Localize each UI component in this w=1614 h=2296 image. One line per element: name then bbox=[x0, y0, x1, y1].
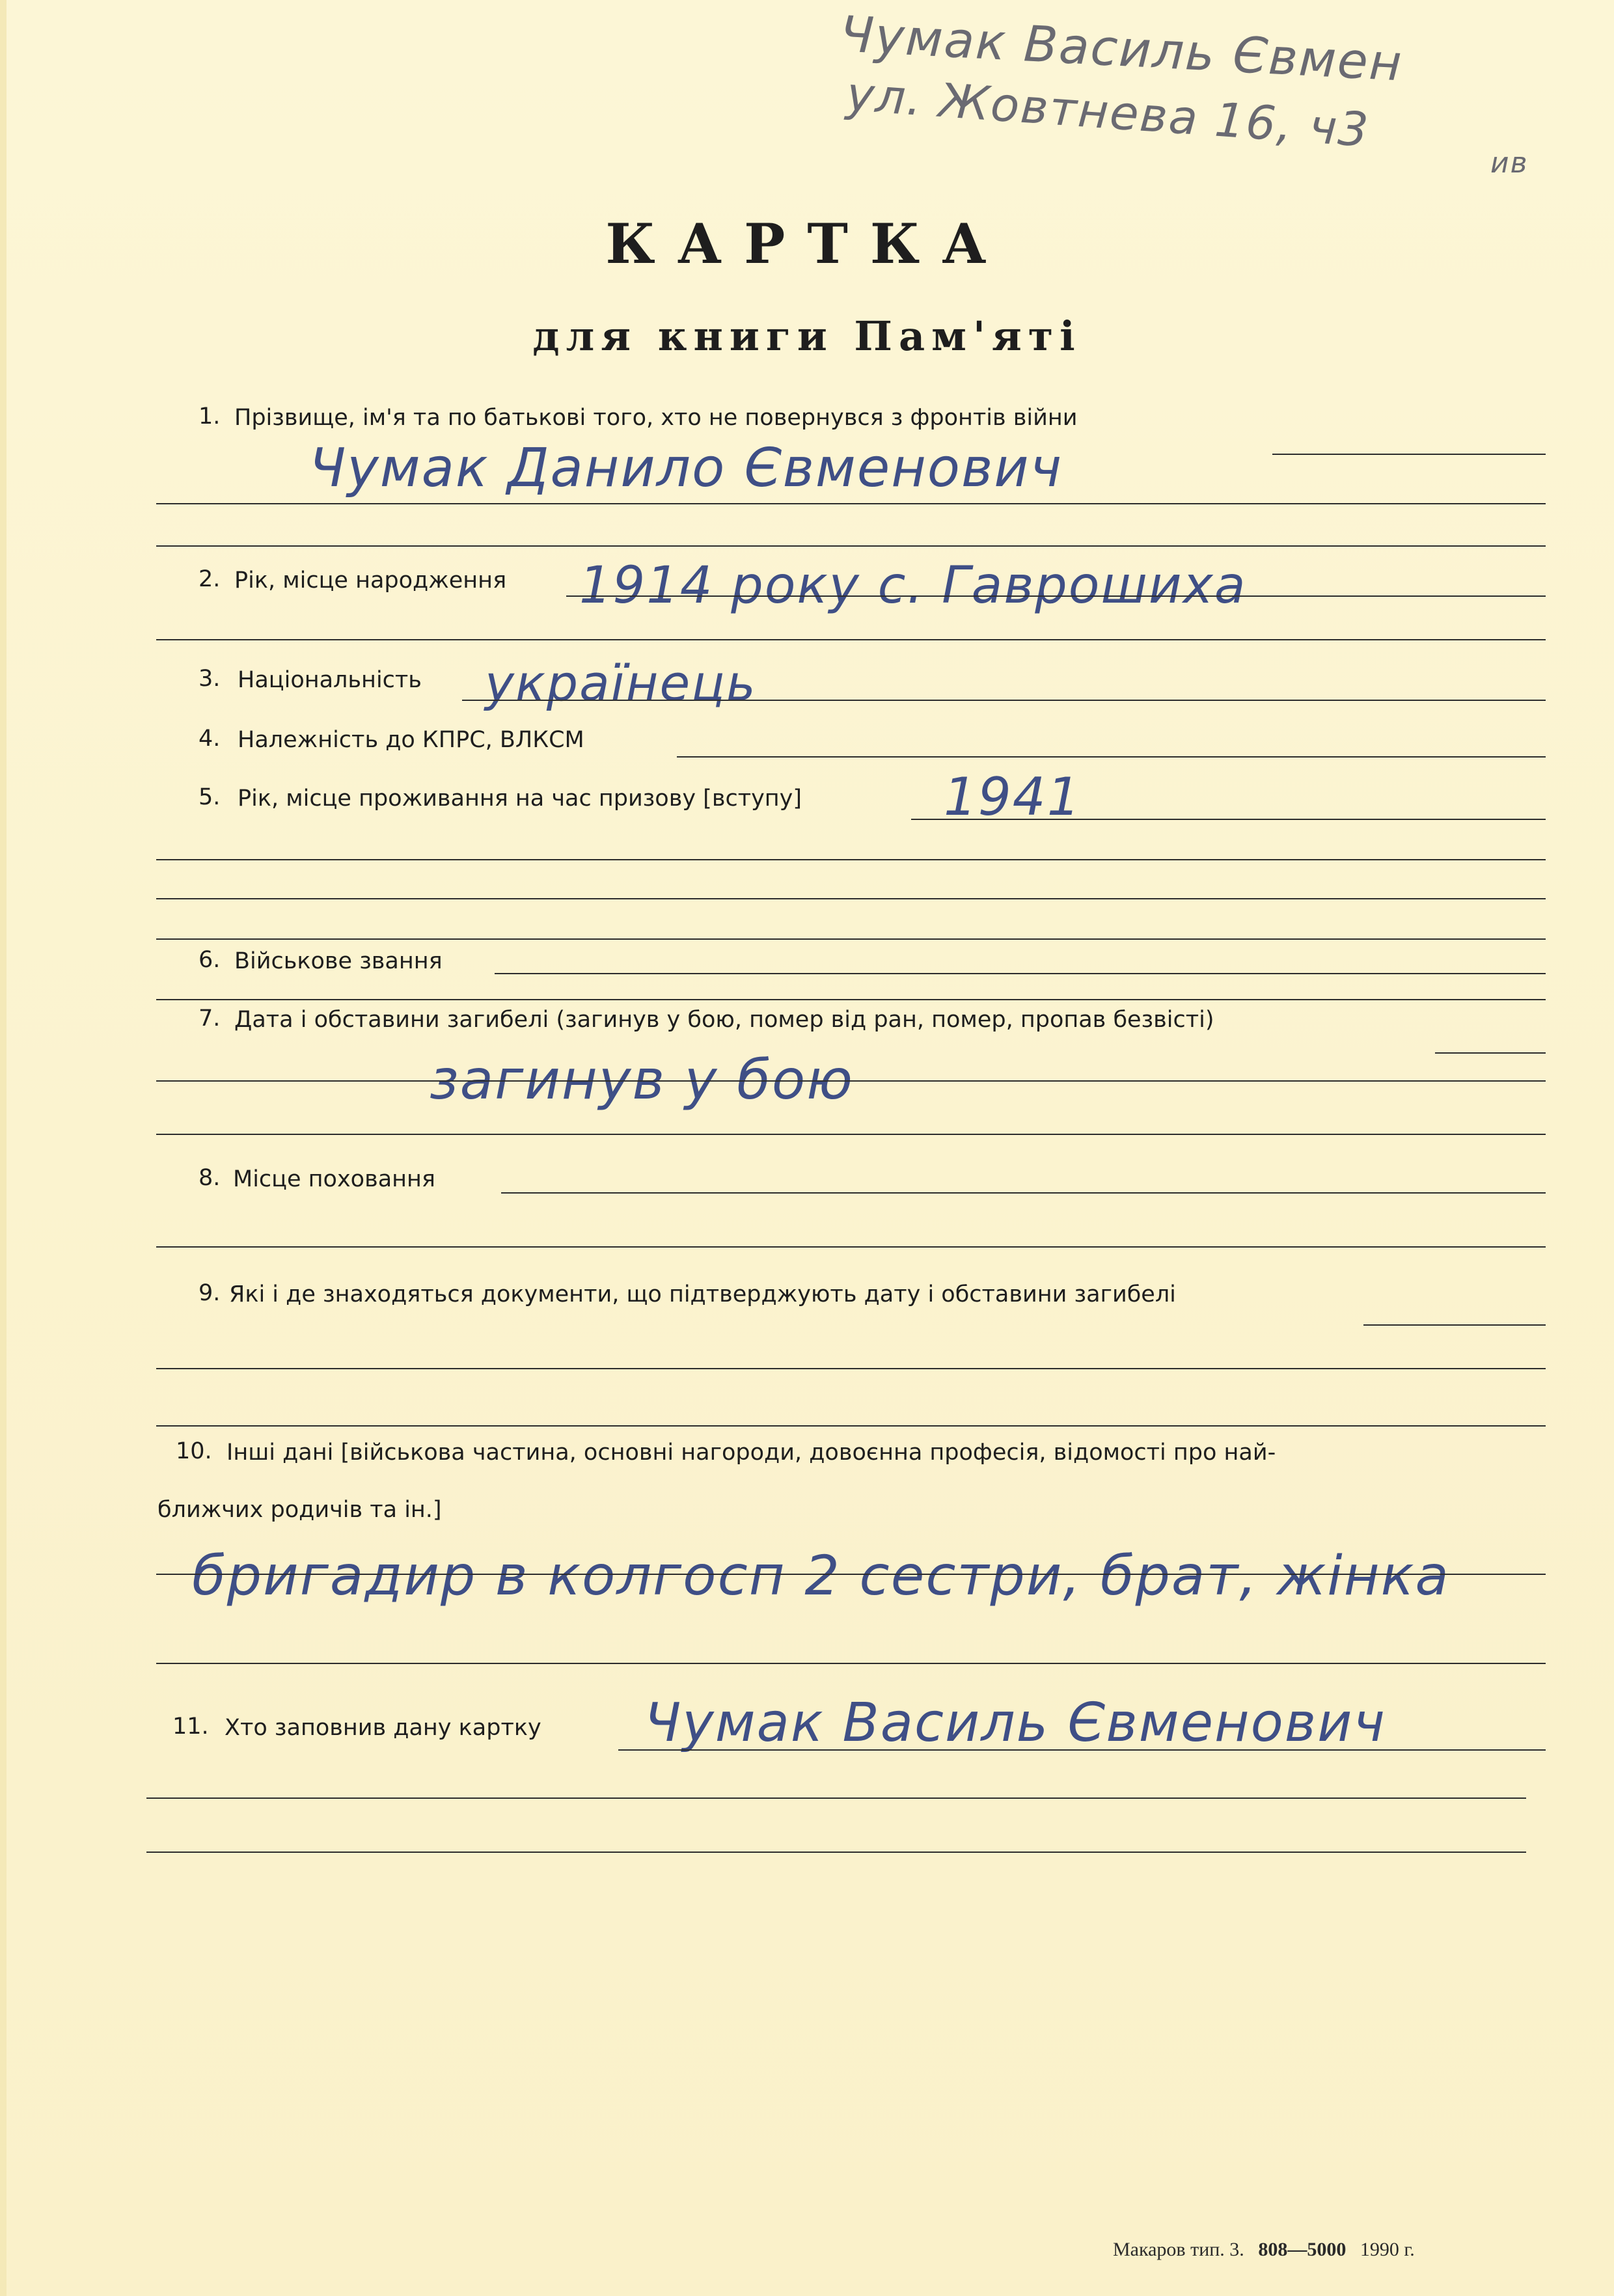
field-5-number: 5. bbox=[198, 784, 221, 810]
field-5-rule-c bbox=[156, 898, 1546, 899]
field-7-rule-b bbox=[156, 1080, 1546, 1082]
field-2-number: 2. bbox=[198, 566, 221, 592]
field-2-value[interactable]: 1914 року с. Гаврошиха bbox=[579, 556, 1247, 615]
card-subtitle: для книги Пам'яті bbox=[532, 312, 1082, 360]
printer-name: Макаров тип. 3. bbox=[1113, 2239, 1244, 2260]
field-3-rule bbox=[462, 700, 1546, 701]
field-11-rule-b bbox=[146, 1797, 1526, 1799]
field-5-label: Рік, місце проживання на час призову [вступу] bbox=[238, 786, 802, 812]
corner-note-mark: ив bbox=[1490, 146, 1529, 180]
corner-note-line1: Чумак Василь Євмен bbox=[838, 5, 1404, 92]
field-10-label: Інші дані [військова частина, основні нагороди, довоєнна професія, відомості про най- bbox=[226, 1440, 1276, 1466]
field-8-rule-b bbox=[156, 1246, 1546, 1248]
field-5-rule-d bbox=[156, 938, 1546, 940]
print-order: 808—5000 bbox=[1258, 2239, 1347, 2260]
field-10-value[interactable]: бригадир в колгосп 2 сестри, брат, жінка bbox=[192, 1544, 1450, 1607]
field-11-rule-c bbox=[146, 1852, 1526, 1853]
field-9-label: Які і де знаходяться документи, що підтверджують дату і обставини загибелі bbox=[229, 1281, 1176, 1307]
field-10-rule-a bbox=[156, 1574, 1546, 1575]
field-1-rule-a bbox=[1272, 454, 1546, 455]
field-1-number: 1. bbox=[198, 403, 221, 430]
field-4-label: Належність до КПРС, ВЛКСМ bbox=[238, 727, 584, 753]
field-1-value[interactable]: Чумак Данило Євменович bbox=[309, 437, 1063, 499]
print-year: 1990 г. bbox=[1360, 2239, 1415, 2260]
field-4-rule bbox=[677, 756, 1546, 758]
field-1-label: Прізвище, ім'я та по батькові того, хто не повернувся з фронтів війни bbox=[234, 405, 1078, 431]
field-4-number: 4. bbox=[198, 726, 221, 752]
field-3-label: Національність bbox=[238, 667, 422, 693]
field-8-number: 8. bbox=[198, 1165, 221, 1191]
field-10-number: 10. bbox=[176, 1438, 212, 1464]
field-5-rule-a bbox=[911, 819, 1546, 820]
printer-imprint bbox=[1113, 2239, 1424, 2261]
field-5-value[interactable]: 1941 bbox=[944, 767, 1082, 827]
field-10-label-cont: ближчих родичів та ін.] bbox=[157, 1497, 442, 1523]
field-7-value[interactable]: загинув у бою bbox=[430, 1048, 855, 1112]
field-6-label: Військове звання bbox=[234, 948, 443, 974]
field-1-rule-b bbox=[156, 503, 1546, 504]
field-11-number: 11. bbox=[172, 1714, 209, 1740]
field-7-rule-c bbox=[156, 1134, 1546, 1135]
field-6-rule-b bbox=[156, 999, 1546, 1000]
field-9-number: 9. bbox=[198, 1280, 221, 1306]
field-11-label: Хто заповнив дану картку bbox=[225, 1715, 541, 1741]
field-2-label: Рік, місце народження bbox=[234, 567, 507, 594]
field-7-rule-a bbox=[1435, 1052, 1546, 1054]
field-3-number: 3. bbox=[198, 666, 221, 692]
field-9-rule-c bbox=[156, 1425, 1546, 1427]
field-8-rule-a bbox=[501, 1192, 1546, 1194]
field-7-number: 7. bbox=[198, 1005, 221, 1032]
field-11-rule-a bbox=[618, 1749, 1546, 1751]
corner-note-line2: ул. Жовтнева 16, ч3 bbox=[845, 66, 1371, 157]
field-3-value[interactable]: українець bbox=[485, 654, 757, 712]
field-10-rule-b bbox=[156, 1663, 1546, 1664]
field-9-rule-b bbox=[156, 1368, 1546, 1369]
field-1-rule-c bbox=[156, 545, 1546, 547]
field-2-rule-a bbox=[566, 595, 1546, 597]
field-9-rule-a bbox=[1363, 1324, 1546, 1326]
field-8-label: Місце поховання bbox=[233, 1166, 435, 1192]
field-11-value[interactable]: Чумак Василь Євменович bbox=[644, 1692, 1386, 1754]
card-title: КАРТКА bbox=[605, 212, 1009, 276]
field-6-rule-a bbox=[495, 973, 1546, 974]
field-6-number: 6. bbox=[198, 947, 221, 973]
field-7-label: Дата і обставини загибелі (загинув у бою, помер від ран, помер, пропав безвісті) bbox=[234, 1007, 1214, 1033]
field-2-rule-b bbox=[156, 639, 1546, 640]
field-5-rule-b bbox=[156, 859, 1546, 860]
